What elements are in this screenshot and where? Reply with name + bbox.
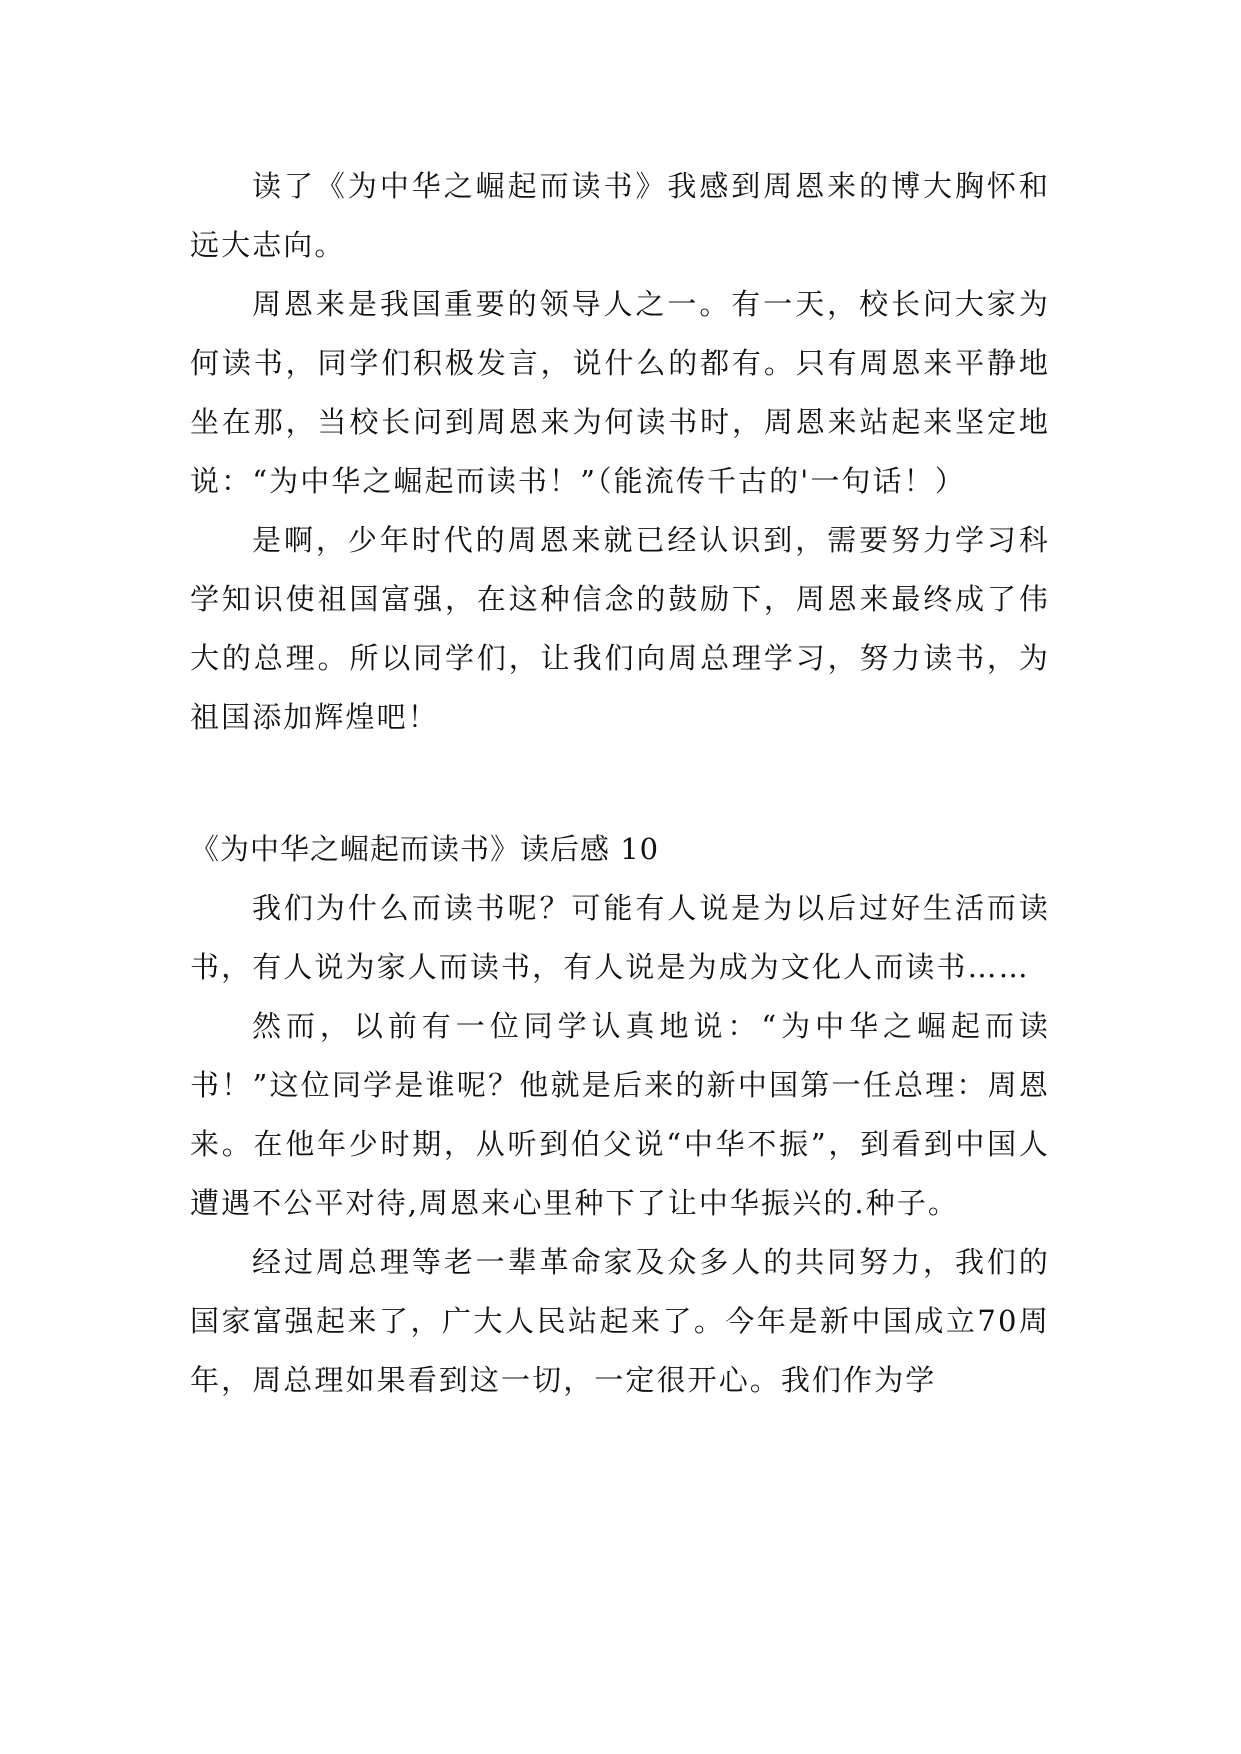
paragraph: 周恩来是我国重要的领导人之一。有一天，校长问大家为何读书，同学们积极发言，说什么的都有。只有周恩来平静地坐在那，当校长问到周恩来为何读书时，周恩来站起来坚定地说：“为中华之崛起而读书！”（能流传千古的'一句话！） <box>190 287 1050 498</box>
paragraph: 经过周总理等老一辈革命家及众多人的共同努力，我们的国家富强起来了，广大人民站起来了。今年是新中国成立70周年，周总理如果看到这一切，一定很开心。我们作为学 <box>190 1245 1050 1397</box>
section-title: 《为中华之崛起而读书》读后感 10 <box>190 832 660 866</box>
paragraph: 我们为什么而读书呢？可能有人说是为以后过好生活而读书，有人说为家人而读书，有人说是为成为文化人而读书…… <box>190 891 1050 984</box>
paragraph: 是啊，少年时代的周恩来就已经认识到，需要努力学习科学知识使祖国富强，在这种信念的鼓励下，周恩来最终成了伟大的总理。所以同学们，让我们向周总理学习，努力读书，为祖国添加辉煌吧！ <box>190 523 1050 734</box>
document-body <box>190 157 1050 1410</box>
paragraph: 读了《为中华之崛起而读书》我感到周恩来的博大胸怀和远大志向。 <box>190 169 1050 262</box>
paragraph: 然而，以前有一位同学认真地说：“为中华之崛起而读书！”这位同学是谁呢？他就是后来的新中国第一任总理：周恩来。在他年少时期，从听到伯父说“中华不振”，到看到中国人遭遇不公平对待,周恩来心里种下了让中华振兴的.种子。 <box>190 1009 1050 1220</box>
